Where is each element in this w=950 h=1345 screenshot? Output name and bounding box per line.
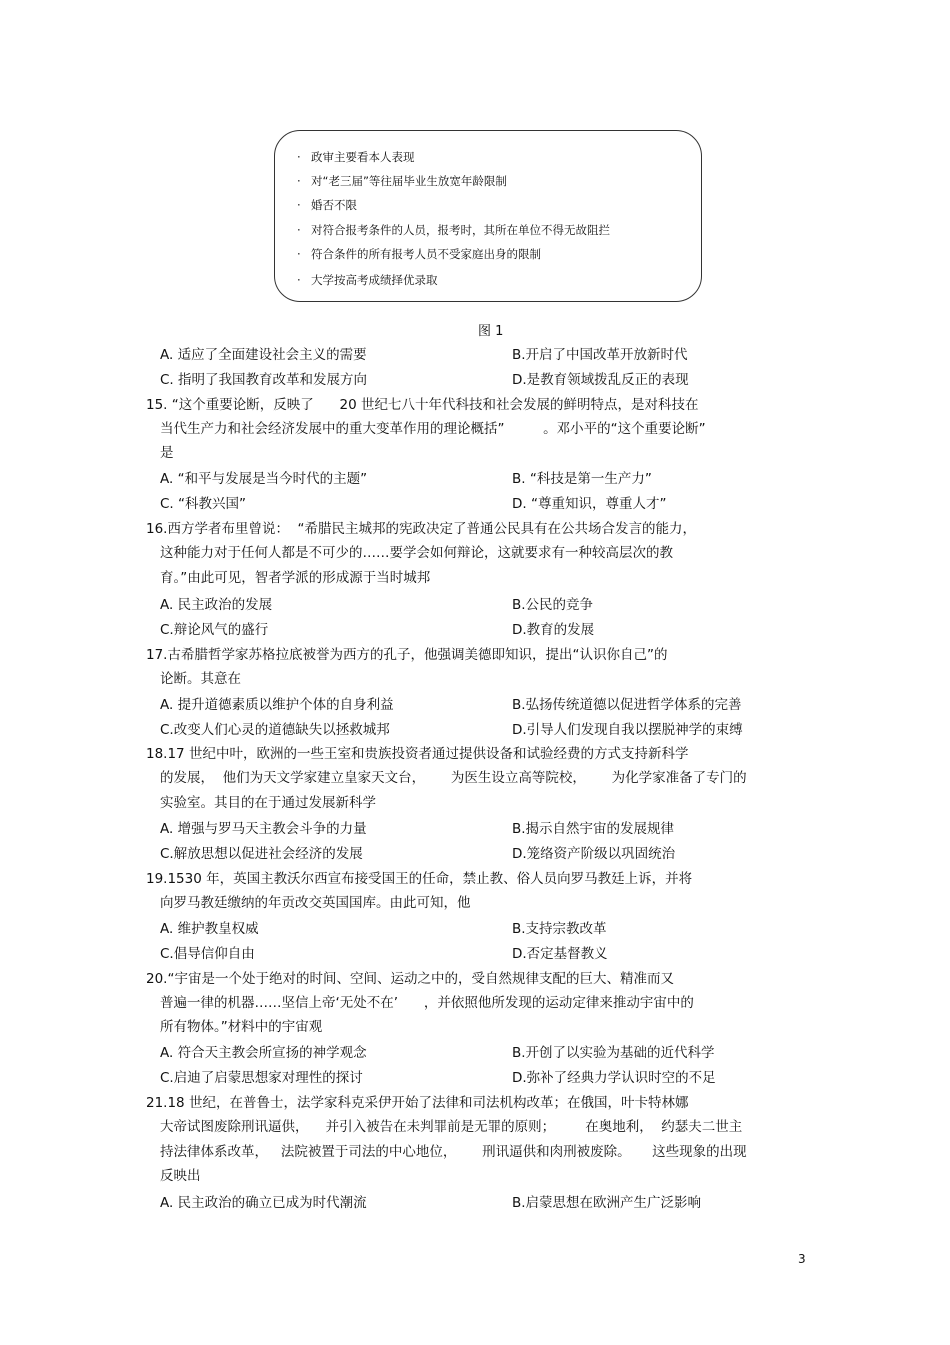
option-line: A. “和平与发展是当今时代的主题” — [160, 471, 368, 487]
figure-item: · 符合条件的所有报考人员不受家庭出身的限制 — [297, 247, 541, 261]
figure-item: · 政审主要看本人表现 — [297, 150, 415, 164]
question-line: 所有物体。”材料中的宇宙观 — [160, 1019, 323, 1035]
option-line: D. “尊重知识，尊重人才” — [512, 496, 667, 512]
question-line: 育。”由此可见，智者学派的形成源于当时城邦 — [160, 570, 431, 586]
option-line: C.辩论风气的盛行 — [160, 622, 269, 638]
question-line: 17.古希腊哲学家苏格拉底被誉为西方的孔子，他强调美德即知识，提出“认识你自己”的 — [146, 647, 668, 663]
option-line: B.支持宗教改革 — [512, 921, 607, 937]
bullet-icon: · — [297, 198, 301, 212]
option-line: A. 增强与罗马天主教会斗争的力量 — [160, 821, 367, 837]
option-line: C. “科教兴国” — [160, 496, 246, 512]
option-line: B.公民的竞争 — [512, 597, 594, 613]
question-line: 持法律体系改革， 法院被置于司法的中心地位， 刑讯逼供和肉刑被废除。 这些现象的出现 — [160, 1144, 747, 1160]
question-line: 实验室。其目的在于通过发展新科学 — [160, 795, 376, 811]
question-line: 当代生产力和社会经济发展中的重大变革作用的理论概括” 。邓小平的“这个重要论断” — [160, 421, 706, 437]
figure-item: · 对符合报考条件的人员，报考时，其所在单位不得无故阻拦 — [297, 223, 610, 237]
option-line: A. 民主政治的发展 — [160, 597, 273, 613]
bullet-icon: · — [297, 273, 301, 287]
option-line: B.开创了以实验为基础的近代科学 — [512, 1045, 715, 1061]
question-line: 是 — [160, 445, 174, 461]
option-line: C.改变人们心灵的道德缺失以拯救城邦 — [160, 722, 390, 738]
option-line: A. 维护教皇权威 — [160, 921, 259, 937]
bullet-icon: · — [297, 174, 301, 188]
question-line: 反映出 — [160, 1168, 201, 1184]
option-line: C.解放思想以促进社会经济的发展 — [160, 846, 363, 862]
question-line: 这种能力对于任何人都是不可少的……要学会如何辩论，这就要求有一种较高层次的教 — [160, 545, 673, 561]
question-line: 20.“宇宙是一个处于绝对的时间、空间、运动之中的，受自然规律支配的巨大、精准而又 — [146, 971, 674, 987]
figure-1-box — [274, 130, 702, 302]
bullet-icon: · — [297, 150, 301, 164]
option-line: D.笼络资产阶级以巩固统治 — [512, 846, 676, 862]
question-line: 18.17 世纪中叶，欧洲的一些王室和贵族投资者通过提供设备和试验经费的方式支持新科学 — [146, 746, 689, 762]
option-line: C.启迪了启蒙思想家对理性的探讨 — [160, 1070, 363, 1086]
question-line: 向罗马教廷缴纳的年贡改交英国国库。由此可知，他 — [160, 895, 471, 911]
bullet-icon: · — [297, 223, 301, 237]
option-line: C.倡导信仰自由 — [160, 946, 255, 962]
question-line: 论断。其意在 — [160, 671, 241, 687]
option-line: D.否定基督教义 — [512, 946, 608, 962]
option-line: A. 适应了全面建设社会主义的需要 — [160, 347, 367, 363]
option-line: D.弥补了经典力学认识时空的不足 — [512, 1070, 716, 1086]
question-line: 21.18 世纪，在普鲁士，法学家科克采伊开始了法律和司法机构改革；在俄国，叶卡特林娜 — [146, 1095, 689, 1111]
option-line: B.弘扬传统道德以促进哲学体系的完善 — [512, 697, 742, 713]
figure-item: · 大学按高考成绩择优录取 — [297, 273, 438, 287]
question-line: 15. “这个重要论断，反映了 20 世纪七八十年代科技和社会发展的鲜明特点，是对科技在 — [146, 397, 699, 413]
option-line: D.教育的发展 — [512, 622, 595, 638]
question-line: 16.西方学者布里曾说： “希腊民主城邦的宪政决定了普通公民具有在公共场合发言的能力， — [146, 521, 697, 537]
option-line: D.是教育领域拨乱反正的表现 — [512, 372, 689, 388]
option-line: B.启蒙思想在欧洲产生广泛影响 — [512, 1195, 702, 1211]
question-line: 大帝试图废除刑讯逼供， 并引入被告在未判罪前是无罪的原则； 在奥地利， 约瑟夫二世主 — [160, 1119, 743, 1135]
option-line: B. “科技是第一生产力” — [512, 471, 652, 487]
option-line: A. 提升道德素质以维护个体的自身利益 — [160, 697, 394, 713]
option-line: D.引导人们发现自我以摆脱神学的束缚 — [512, 722, 743, 738]
option-line: C. 指明了我国教育改革和发展方向 — [160, 372, 368, 388]
option-line: A. 民主政治的确立已成为时代潮流 — [160, 1195, 367, 1211]
figure-item: · 对“老三届”等往届毕业生放宽年龄限制 — [297, 174, 507, 188]
figure-item: · 婚否不限 — [297, 198, 357, 212]
option-line: B.揭示自然宇宙的发展规律 — [512, 821, 675, 837]
bullet-icon: · — [297, 247, 301, 261]
option-line: B.开启了中国改革开放新时代 — [512, 347, 688, 363]
question-line: 普遍一律的机器……坚信上帝‘无处不在’ ，并依照他所发现的运动定律来推动宇宙中的 — [160, 995, 694, 1011]
option-line: A. 符合天主教会所宣扬的神学观念 — [160, 1045, 367, 1061]
figure-caption: 图 1 — [478, 324, 504, 339]
question-line: 的发展， 他们为天文学家建立皇家天文台， 为医生设立高等院校， 为化学家准备了专门的 — [160, 770, 747, 786]
question-line: 19.1530 年，英国主教沃尔西宣布接受国王的任命，禁止教、俗人员向罗马教廷上诉，并将 — [146, 871, 693, 887]
page-number: 3 — [798, 1252, 806, 1266]
